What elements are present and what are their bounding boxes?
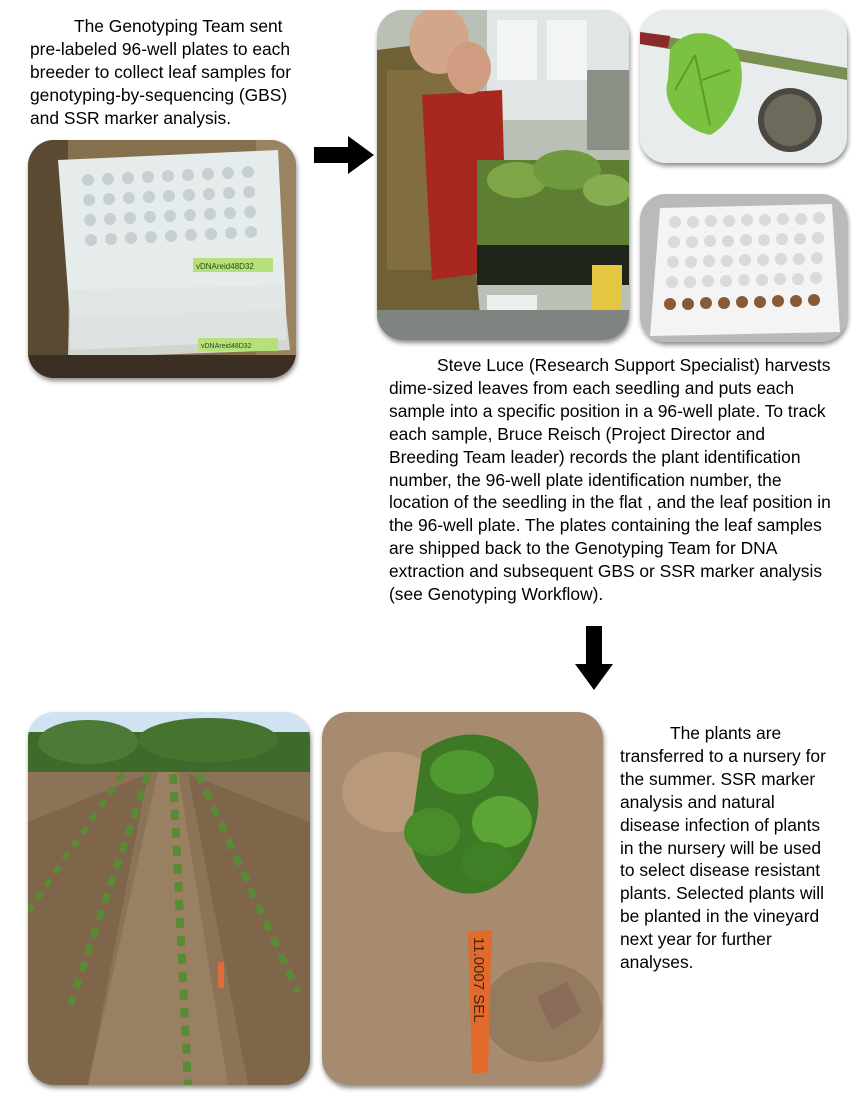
nursery-paragraph: [620, 722, 832, 974]
intro-paragraph: [30, 15, 310, 130]
seedling-stake-photo: [322, 712, 603, 1085]
harvest-paragraph: [389, 354, 837, 606]
intro-text: The Genotyping Team sent pre-labeled 96-well plates to each breeder to collect leaf samples for genotyping-by-sequencing (GBS) and SSR marker analysis.: [30, 16, 291, 128]
stake-label: 11.0007 SEL: [470, 937, 487, 1023]
plate-samples-photo: [640, 194, 847, 342]
researchers-photo: [377, 10, 629, 340]
right-arrow-icon: [314, 136, 374, 174]
plates-box-photo: [28, 140, 296, 378]
nursery-text: The plants are transferred to a nursery for the summer. SSR marker analysis and natural disease infection of plants in the nursery will be used to select disease resistant plants. Selected plants will be planted in the vineyard next year for further analyses.: [620, 723, 826, 973]
nursery-field-photo: [28, 712, 310, 1085]
harvest-text: Steve Luce (Research Support Specialist) harvests dime-sized leaves from each seedling and puts each sample into a specific position in a 96-well plate. To track each sample, Bruce Reisch (Project Director and Breeding Team leader) records the plant identification number, the 96-well plate identification number, the location of the seedling in the flat , and the leaf position in the 96-well plate. The plates containing the leaf samples are shipped back to the Genotyping Team for DNA extraction and subsequent GBS or SSR marker analysis (see Genotyping Workflow).: [389, 355, 831, 605]
down-arrow-icon: [575, 626, 613, 690]
top-plate-label: vDNAreid48D32: [196, 262, 254, 271]
bottom-plate-label: vDNAreid48D32: [201, 343, 252, 350]
leaf-dime-photo: [640, 10, 847, 163]
